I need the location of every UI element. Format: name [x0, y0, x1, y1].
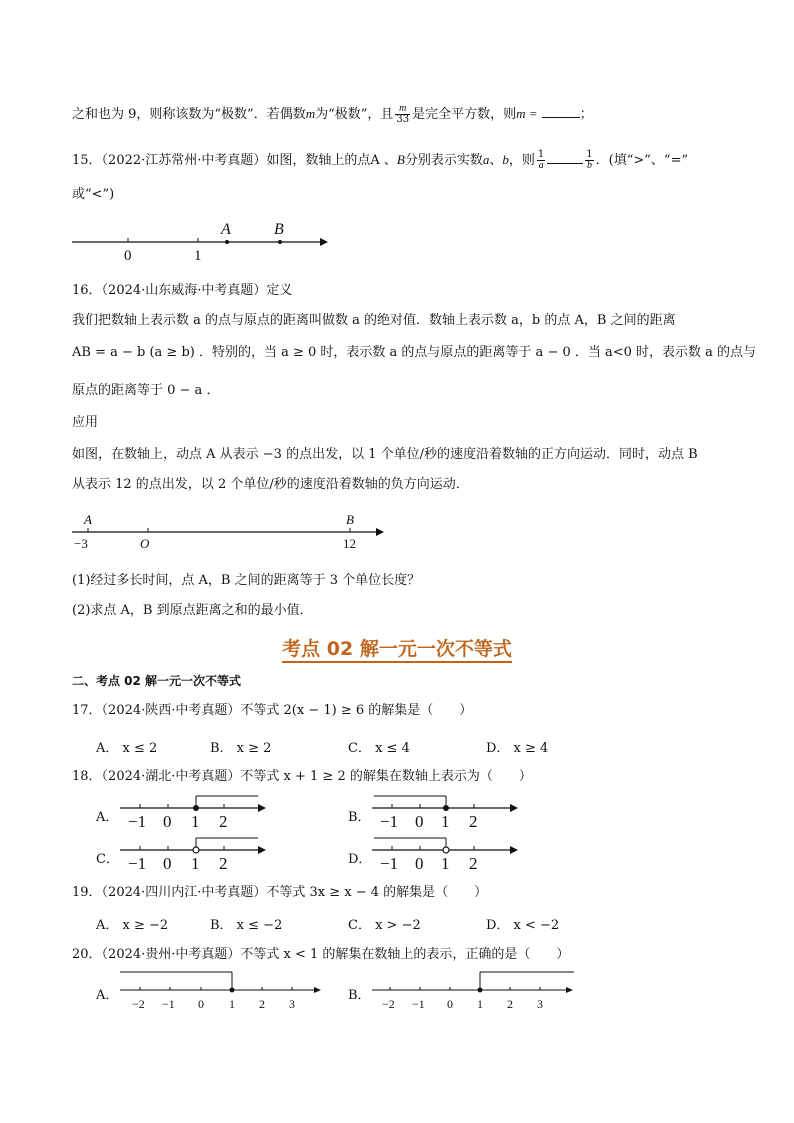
problem-16-def-3: 原点的距离等于 0 − a ． — [72, 383, 220, 398]
problem-18-option-c-numberline[interactable] — [118, 834, 270, 874]
problem-16-apply-1: 如图，在数轴上，动点 A 从表示 −3 的点出发，以 1 个单位/秒的速度沿着数轴的正方向运动．同时，动点 B — [72, 447, 698, 462]
problem-20-option-b-numberline[interactable] — [370, 968, 582, 1012]
problem-16-def-2: AB = a − b (a ≥ b) ．特别的，当 a ≥ 0 时，表示数 a 的点与原点的距离等于 a − 0 ．当 a<0 时，表示数 a 的点与 — [72, 345, 757, 360]
problem-17-stem: 17．（2024·陕西·中考真题）不等式 2(x − 1) ≥ 6 的解集是（ ） — [72, 703, 473, 718]
fraction-1-over-b: $\frac{1}{b}$ — [586, 149, 593, 171]
problem-16-apply-label: 应用 — [72, 415, 99, 430]
tick-label-1: 1 — [194, 248, 202, 264]
problem-16-title: 16．（2024·山东威海·中考真题）定义 — [72, 283, 293, 298]
problem-19-option-b[interactable]: B． x ≤ −2 — [210, 918, 283, 933]
problem-19-option-a[interactable]: A． x ≥ −2 — [96, 918, 169, 933]
problem-17-option-a[interactable]: A． x ≤ 2 — [96, 741, 158, 756]
problem-18-option-c-label[interactable]: C． — [96, 852, 119, 867]
problem-17-option-d[interactable]: D． x ≥ 4 — [486, 741, 549, 756]
svg-text:0: 0 — [415, 854, 424, 873]
problem-18-option-b-label[interactable]: B． — [348, 810, 371, 825]
point-a-value: −3 — [74, 536, 88, 551]
svg-text:2: 2 — [259, 997, 265, 1011]
tick-label-0: 0 — [124, 248, 132, 264]
svg-text:0: 0 — [415, 812, 424, 831]
problem-14-line: 之和也为 9，则称该数为“极数”．若偶数m为“极数”，且 $\frac{m}{33}$ 是完全平方数，则m = ； — [72, 103, 593, 125]
svg-text:1: 1 — [477, 997, 483, 1011]
point-b-label: B — [274, 221, 284, 238]
svg-text:1: 1 — [441, 812, 450, 831]
svg-text:−1: −1 — [412, 997, 425, 1011]
problem-18-option-b-numberline[interactable] — [370, 792, 522, 832]
origin-label: O — [140, 536, 150, 551]
problem-16-question-2: (2)求点 A，B 到原点距离之和的最小值． — [72, 603, 313, 618]
point-b-value: 12 — [343, 536, 356, 551]
svg-text:2: 2 — [469, 812, 478, 831]
svg-text:2: 2 — [219, 812, 228, 831]
problem-20-option-a-label[interactable]: A． — [96, 988, 119, 1003]
point-b-dot — [278, 240, 282, 244]
svg-text:−1: −1 — [162, 997, 175, 1011]
problem-20-stem: 20．（2024·贵州·中考真题）不等式 x < 1 的解集在数轴上的表示，正确的是（ ） — [72, 947, 570, 962]
problem-15-stem-cont: 或“<”) — [72, 187, 115, 202]
problem-19-option-d[interactable]: D． x < −2 — [486, 918, 560, 933]
svg-text:1: 1 — [191, 812, 200, 831]
svg-text:1: 1 — [441, 854, 450, 873]
problem-17-option-c[interactable]: C． x ≤ 4 — [348, 741, 410, 756]
section-title: 二、考点 02 解一元一次不等式 — [72, 674, 242, 688]
svg-text:0: 0 — [163, 854, 172, 873]
svg-text:−2: −2 — [132, 997, 145, 1011]
answer-blank — [542, 105, 580, 118]
problem-17-option-b[interactable]: B． x ≥ 2 — [210, 741, 272, 756]
svg-text:1: 1 — [229, 997, 235, 1011]
svg-text:3: 3 — [289, 997, 295, 1011]
problem-16-apply-2: 从表示 12 的点出发，以 2 个单位/秒的速度沿着数轴的负方向运动． — [72, 477, 469, 492]
svg-text:−1: −1 — [128, 854, 147, 873]
number-line-16 — [70, 510, 390, 552]
number-line-15 — [70, 218, 330, 262]
svg-text:3: 3 — [537, 997, 543, 1011]
point-a-label: A — [84, 512, 92, 527]
problem-18-option-a-label[interactable]: A． — [96, 810, 119, 825]
section-heading: 考点 02 解一元一次不等式 — [0, 634, 794, 661]
problem-18-option-d-numberline[interactable] — [370, 834, 522, 874]
svg-text:−1: −1 — [128, 812, 147, 831]
problem-18-option-d-label[interactable]: D． — [348, 852, 372, 867]
point-a-dot — [225, 240, 229, 244]
problem-19-stem: 19．（2024·四川内江·中考真题）不等式 3x ≥ x − 4 的解集是（ ） — [72, 885, 488, 900]
point-a-label: A — [221, 221, 231, 238]
problem-18-option-a-numberline[interactable] — [118, 792, 270, 832]
problem-20-option-a-numberline[interactable] — [118, 968, 330, 1012]
problem-19-option-c[interactable]: C． x > −2 — [348, 918, 421, 933]
fraction-1-over-a: $\frac{1}{a}$ — [537, 149, 545, 171]
point-b-label: B — [346, 512, 354, 527]
svg-text:0: 0 — [163, 812, 172, 831]
problem-20-option-b-label[interactable]: B． — [348, 988, 371, 1003]
svg-text:−1: −1 — [380, 812, 399, 831]
problem-16-question-1: (1)经过多长时间，点 A，B 之间的距离等于 3 个单位长度？ — [72, 573, 421, 588]
svg-text:0: 0 — [198, 997, 204, 1011]
svg-text:−2: −2 — [382, 997, 395, 1011]
answer-blank — [547, 151, 583, 164]
svg-text:−1: −1 — [380, 854, 399, 873]
problem-15-stem: 15．（2022·江苏常州·中考真题）如图，数轴上的点A 、B分别表示实数a、b，则 $\frac{1}{a}$ $\frac{1}{b}$ ．(填“>”、“=” — [72, 149, 689, 171]
problem-16-def-1: 我们把数轴上表示数 a 的点与原点的距离叫做数 a 的绝对值．数轴上表示数 a，b 的点 A，B 之间的距离 — [72, 313, 676, 328]
svg-text:2: 2 — [469, 854, 478, 873]
problem-18-stem: 18．（2024·湖北·中考真题）不等式 x + 1 ≥ 2 的解集在数轴上表示为（ ） — [72, 769, 532, 784]
svg-text:0: 0 — [447, 997, 453, 1011]
svg-text:2: 2 — [507, 997, 513, 1011]
svg-text:2: 2 — [219, 854, 228, 873]
svg-text:1: 1 — [191, 854, 200, 873]
fraction-m-over-33: $\frac{m}{33}$ — [396, 103, 410, 125]
